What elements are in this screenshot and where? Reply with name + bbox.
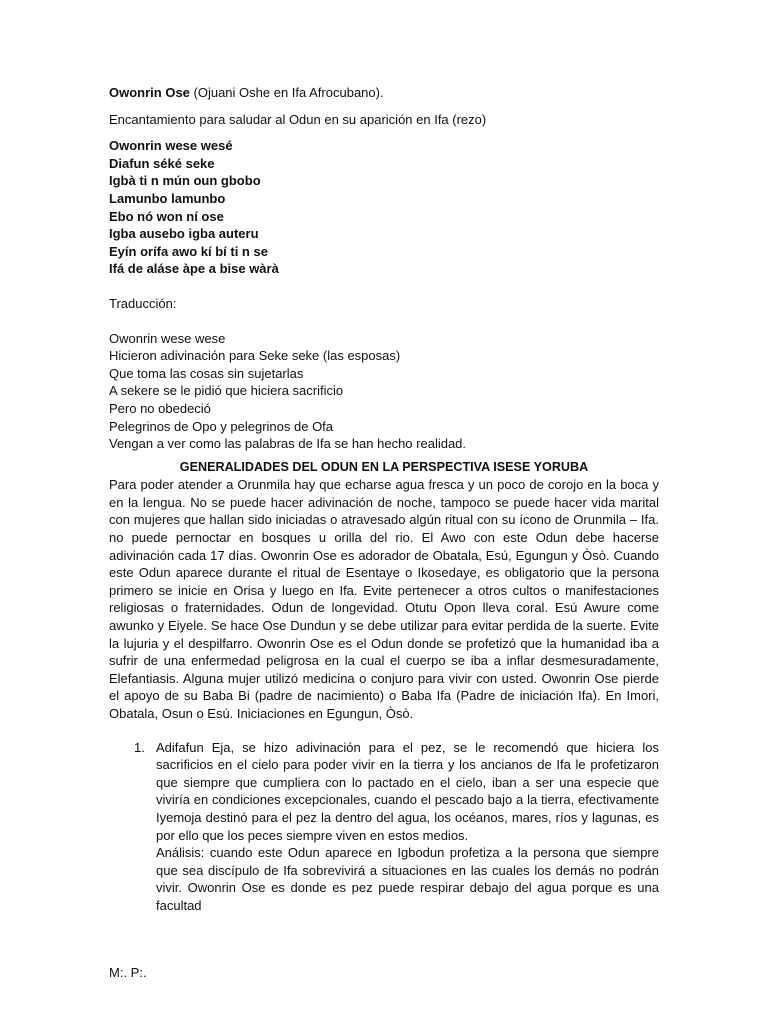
title-rest: (Ojuani Oshe en Ifa Afrocubano). xyxy=(189,85,384,100)
chant-line: Owonrin wese wesé xyxy=(109,138,233,154)
chant-block xyxy=(109,137,659,278)
section-title: GENERALIDADES DEL ODUN EN LA PERSPECTIVA ISESE YORUBA xyxy=(179,459,589,474)
numbered-list xyxy=(109,739,659,915)
translation-line: Owonrin wese wese xyxy=(109,330,226,346)
chant-line: Igba ausebo igba auteru xyxy=(109,226,259,242)
chant-line: Ifá de aláse àpe a bise wàrà xyxy=(109,261,279,277)
translation-line: A sekere se le pidió que hiciera sacrificio xyxy=(109,383,344,399)
chant-line: Diafun séké seke xyxy=(109,155,215,171)
translation-line: Vengan a ver como las palabras de Ifa se han hecho realidad. xyxy=(109,436,467,452)
document-page xyxy=(109,84,659,915)
title-bold: Owonrin Ose xyxy=(109,85,190,100)
translation-line: Que toma las cosas sin sujetarlas xyxy=(109,365,304,381)
translation-line: Hicieron adivinación para Seke seke (las esposas) xyxy=(109,348,401,364)
section-body: Para poder atender a Orunmila hay que echarse agua fresca y un poco de corojo en la boca y en la lengua. No se puede hacer adivinación de noche, tampoco se puede hacer vida marital con mujeres que hallan sido iniciadas o atravesado algún ritual con su ícono de Orunmila – Ifa. no puede pernoctar en bosques u orilla del rio. El Awo con este Odun debe hacerse adivinación cada 17 días. Owonrin Ose es adorador de Obatala, Esú, Egungun y Òsò. Cuando este Odun aparece durante el ritual de Esentaye o Ikosedaye, es obligatorio que la persona primero se inicie en Orisa y luego en Ifa. Evite pertenecer a otros cultos o manifestaciones religiosas o fraternidades. Odun de longevidad. Otutu Opon lleva coral. Esú Awure come awunko y Eiyele. Se hace Ose Dundun y se debe utilizar para evitar perdida de la suerte. Evite la lujuria y el despilfarro. Owonrin Ose es el Odun donde se profetizó que la humanidad iba a sufrir de una enfermedad peligrosa en la cual el cuerpo se iba a inflar desmesuradamente, Elefantiasis. Alguna mujer utilizó medicina o conjuro para vivir con usted. Owonrin Ose pierde el apoyo de su Baba Bi (padre de nacimiento) o Baba Ifa (Padre de iniciación Ifa). En Imori, Obatala, Osun o Esú. Iniciaciones en Egungun, Òsò. xyxy=(109,477,659,721)
chant-line: Lamunbo lamunbo xyxy=(109,190,226,206)
translation-block xyxy=(109,330,659,453)
chant-line: Eyín orífa awo kí bí ti n se xyxy=(109,243,268,259)
translation-label: Traducción: xyxy=(109,295,177,311)
list-number: 1. xyxy=(134,739,145,755)
translation-line: Pero no obedeció xyxy=(109,400,211,416)
chant-line: Ebo nó won ní ose xyxy=(109,208,224,224)
intro-line: Encantamiento para saludar al Odun en su aparición en Ifa (rezo) xyxy=(109,111,487,127)
list-item xyxy=(109,739,659,915)
page-footer: M:. P:. xyxy=(109,965,147,980)
list-item-text: Adifafun Eja, se hizo adivinación para el pez, se le recomendó que hiciera los sacrificios en el cielo para poder vivir en la tierra y los ancianos de Ifa le profetizaron que siempre que cumpliera con lo pactado en el cielo, iban a ser una especie que viviría en condiciones excepcionales, cuando el pescado bajo a la tierra, efectivamente Iyemoja destinó para el pez la dentro del agua, los océanos, mares, ríos y lagunas, es por ello que los peces siempre viven en estos medios. xyxy=(156,739,659,843)
document-title xyxy=(109,84,659,102)
list-item-analysis: Análisis: cuando este Odun aparece en Igbodun profetiza a la persona que siempre que sea discípulo de Ifa sobrevivirá a situaciones en las cuales los demás no podrán vivir. Owonrin Ose es donde es pez puede respirar debajo del agua porque es una facultad xyxy=(156,845,659,913)
translation-line: Pelegrinos de Opo y pelegrinos de Ofa xyxy=(109,418,334,434)
chant-line: Igbà ti n mún oun gbobo xyxy=(109,173,261,189)
